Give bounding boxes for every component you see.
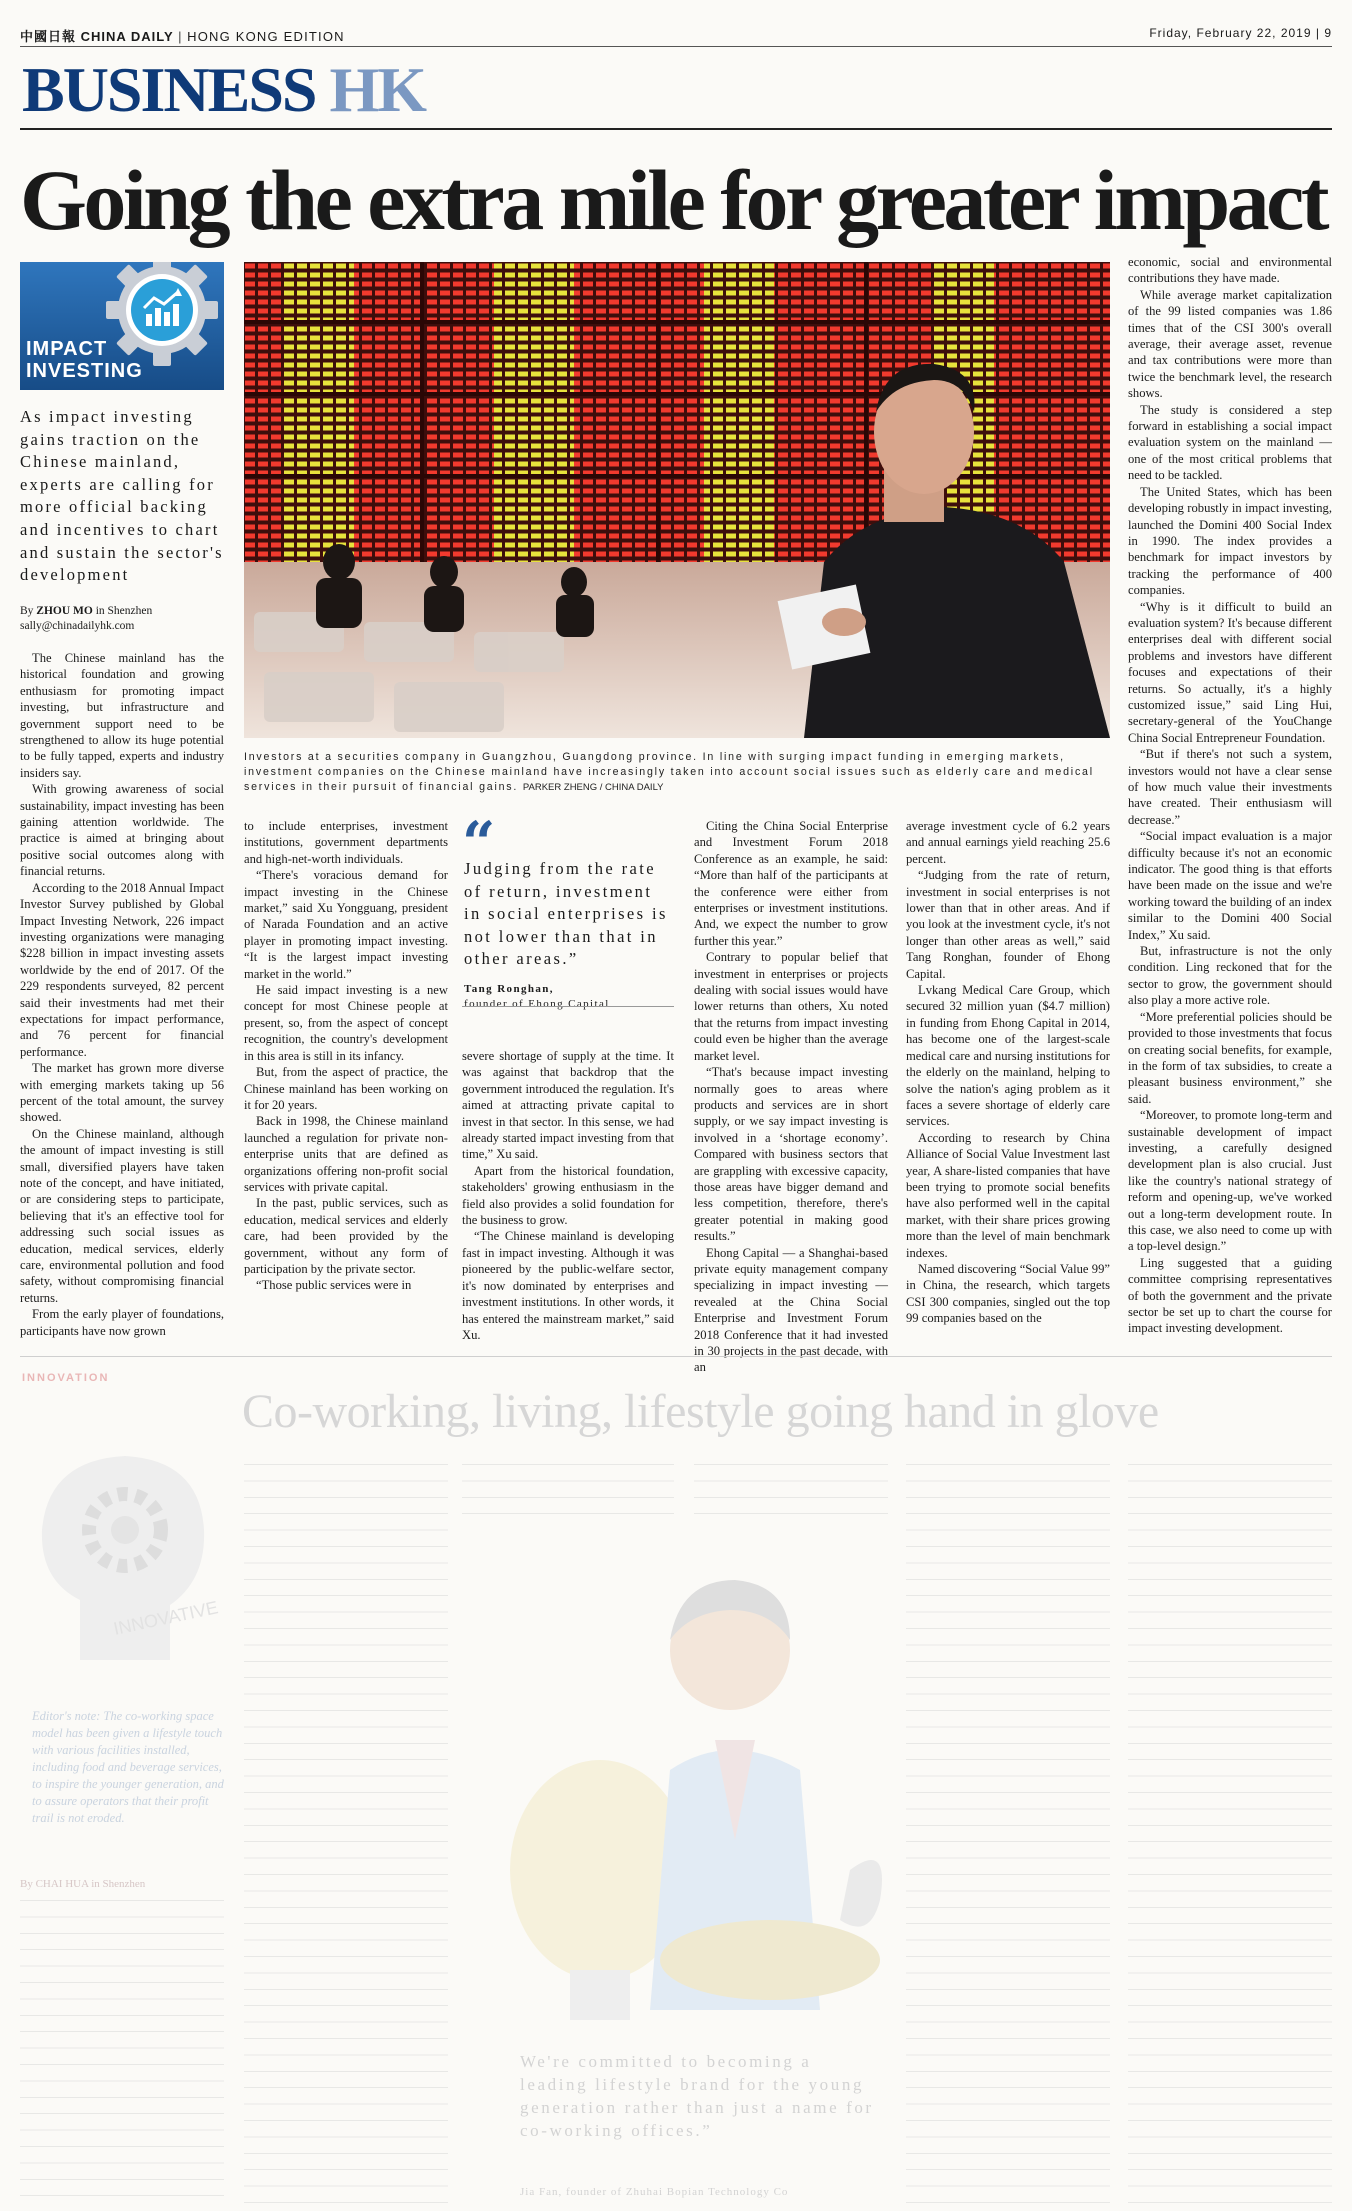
paragraph: economic, social and environmental contributions they have made. (1128, 255, 1332, 286)
article-column-6 (1128, 254, 1332, 1337)
lower-column-3 (462, 1464, 674, 1528)
paragraph: While average market capitalization of the 99 listed companies was 1.86 times that of the CSI 300's overall average, their average asset, revenue and tax contributions were more than twice the benchmark level, the research shows. (1128, 287, 1332, 401)
article-column-1 (20, 650, 224, 1339)
photo-caption (244, 750, 1110, 795)
lower-column-5 (906, 1464, 1110, 2204)
paragraph: The Chinese mainland has the historical foundation and growing enthusiasm for promoting impact investing, but infrastructure and government support need to be strengthened to allow its huge potential to be fully tapped, experts and industry insiders say. (20, 651, 224, 780)
byline-prefix: By (20, 605, 34, 617)
paragraph: The United States, which has been developing robustly in impact investing, launched the Domini 400 Social Index in 1990. The index provides a benchmark for impact investors by tracking the performance of 400 companies. (1128, 484, 1332, 598)
lower-column-1 (20, 1900, 224, 2200)
paper-title: 中國日報 CHINA DAILY (20, 29, 174, 44)
section-rule (20, 128, 1332, 130)
paragraph: to include enterprises, investment institutions, government departments and high-net-worth individuals. (244, 819, 448, 866)
lower-pull-quote-attribution: Jia Fan, founder of Zhuhai Bopian Technology Co (520, 2186, 789, 2198)
paragraph: “Social impact evaluation is a major difficulty because it's not an economic indicator. The good thing is that efforts have been made on the issue and we're working toward the building of an index similar to the Domini 400 Social Index,” Xu said. (1128, 829, 1332, 942)
pull-quote-title: founder of Ehong Capital (464, 998, 610, 1010)
paragraph: The study is considered a step forward in establishing a social impact evaluation system on the mainland — one of the most critical problems that need to be tackled. (1128, 402, 1332, 483)
article-column-3 (462, 1048, 674, 1343)
paragraph: But, from the aspect of practice, the Chinese mainland has been working on it for 20 years. (244, 1065, 448, 1112)
lower-section-label: INNOVATION (22, 1372, 110, 1384)
paragraph: With growing awareness of social sustainability, impact investing has been gaining attention worldwide. The practice is aimed at bringing about positive social outcomes along with financial returns. (20, 782, 224, 879)
photo-credit: PARKER ZHENG / CHINA DAILY (522, 782, 664, 793)
article-column-5 (906, 818, 1110, 1327)
lower-section-rule (20, 1356, 1332, 1357)
lower-editor-note: Editor's note: The co-working space model has been given a lifestyle touch with various facilities installed, including food and beverage services, to inspire the younger generation, and to assure operators that their profit trail is not eroded. (32, 1709, 224, 1825)
paragraph: severe shortage of supply at the time. It was against that backdrop that the government introduced the regulation. It's aimed at attracting private capital to invest in that sector. In this sense, we had already started impact investing from that time,” Xu said. (462, 1049, 674, 1162)
innovative-head-icon (20, 1430, 230, 1670)
section-title-business: BUSINESS (22, 54, 316, 125)
lower-column-4 (694, 1464, 888, 1528)
paragraph: “Those public services were in (256, 1278, 412, 1293)
logo-text-investing: INVESTING (26, 360, 143, 382)
byline-place: in Shenzhen (95, 605, 153, 617)
section-title-hk: HK (329, 54, 426, 125)
article-column-2 (244, 818, 448, 1294)
paragraph: Named discovering “Social Value 99” in China, the research, which targets CSI 300 companies, singled out the top 99 companies based on the (906, 1261, 1110, 1326)
masthead-bar (20, 22, 1332, 47)
paragraph: Ling suggested that a guiding committee comprising representatives of both the government and the private sector be set up to chart the course for impact investing development. (1128, 1255, 1332, 1336)
logo-text-impact: IMPACT (26, 338, 108, 360)
issue-date: Friday, February 22, 2019 (1149, 26, 1312, 40)
pull-quote-text: Judging from the rate of return, investment in social enterprises is not lower than that in other areas.” (464, 859, 668, 969)
paragraph: But, infrastructure is not the only condition. Ling reckoned that for the sector to grow, the government should also play a more active role. (1128, 944, 1332, 1008)
paragraph: Contrary to popular belief that investment in enterprises or projects dealing with social issues would have lower returns than others, Xu noted that the returns from impact investing could even be higher than the average market level. (694, 950, 888, 1063)
pull-quote-name: Tang Ronghan, (464, 983, 554, 995)
section-title (22, 54, 425, 126)
paragraph: “That's because impact investing normally goes to areas where products and services are in short supply, or we say impact investing is involved in a ‘shortage economy’. Compared with business sectors that are grappling with excessive capacity, those areas have bigger demand and less competition, therefore, there's greater potential in making good results.” (694, 1065, 888, 1244)
paragraph: Apart from the historical foundation, stakeholders' growing enthusiasm in the field also provides a solid foundation for the business to grow. (462, 1163, 674, 1228)
paragraph: “There's voracious demand for impact investing in the Chinese market,” said Xu Yongguang, president of Narada Foundation and an active player in promoting impact investing. “It is the largest impact investing market in the world.” (244, 868, 448, 981)
lower-headline: Co-working, living, lifestyle going hand in glove (242, 1385, 1159, 1438)
lower-pull-quote: We're committed to becoming a leading lifestyle brand for the young generation rather than just a name for co-working offices.” (520, 2052, 874, 2140)
paragraph: Back in 1998, the Chinese mainland launched a regulation for private non-enterprise units that are defined as organizations offering non-profit social services with private capital. (244, 1114, 448, 1194)
paragraph: On the Chinese mainland, although the amount of impact investing is still small, diversified players have taken note of the concept, and have initiated, or are considering steps to participate, believing that it's an effective tool for addressing such social issues as education, medical services, elderly care, environmental pollution and food safety, without compromising financial returns. (20, 1126, 224, 1305)
paragraph: Citing the China Social Enterprise and Investment Forum 2018 Conference as an example, he said: “More than half of the participants at the conference were either from enterprises or investment institutions. And, we expect the number to grow further this year.” (694, 819, 888, 948)
paragraph: According to the 2018 Annual Impact Investor Survey published by Global Impact Investing Network, 226 impact investing organizations were managing $228 billion in impact investing assets worldwide by the end of 2017. Of the 229 respondents surveyed, 82 percent said their investments had met their expectations for impact performance, and 76 percent for financial performance. (20, 880, 224, 1059)
svg-text:INNOVATIVE: INNOVATIVE (111, 1597, 220, 1639)
paragraph: “Why is it difficult to build an evaluation system? It's because different enterprises deal with different social problems and investors have different focuses and expectations of their returns. So actually, it's a highly customized issue,” said Ling Hui, secretary-general of the YouChange China Social Entrepreneur Foundation. (1128, 599, 1332, 745)
paragraph: “The Chinese mainland is developing fast in impact investing. Although it was pioneered by the public-welfare sector, it's now dominated by enterprises and investment institutions. In other words, it has entered the mainstream market,” said Xu. (462, 1229, 674, 1342)
byline (20, 604, 224, 634)
paragraph: Lvkang Medical Care Group, which secured 32 million yuan ($4.7 million) in funding from Ehong Capital in 2014, has become one of the largest-scale medical care and nursing institutions for the elderly on the mainland, helping to solve the nation's aging problem as it faces a severe shortage of elderly care services. (906, 983, 1110, 1129)
paper-name (20, 26, 345, 45)
article-photo (244, 262, 1110, 738)
deck: As impact investing gains traction on the Chinese mainland, experts are calling for more official backing and incentives to chart and sustain the sector's development (20, 407, 224, 585)
impact-investing-logo (20, 262, 224, 390)
byline-name: ZHOU MO (36, 605, 93, 617)
paragraph: “More preferential policies should be provided to those investments that focus on creating social benefits, for example, in the form of tax subsidies, to create a pleasant business environment,” she said. (1128, 1009, 1332, 1106)
paragraph: “Moreover, to promote long-term and sustainable development of impact investing, a carefully designed development plan is also crucial. Just like the country's national strategy of reform and opening-up, we've worked out a long-term development route. In this case, we also need to come up with a top-level design.” (1128, 1108, 1332, 1254)
paragraph: Ehong Capital — a Shanghai-based private equity management company specializing in impact investing — revealed at the China Social Enterprise and Investment Forum 2018 Conference that it had invested in 30 projects in the past decade, with an (694, 1245, 888, 1375)
headline: Going the extra mile for greater impact (20, 152, 1326, 248)
paragraph: From the early player of foundations, participants have now grown (20, 1307, 224, 1338)
masthead-separator: | (178, 29, 183, 44)
lower-column-2 (244, 1464, 448, 2204)
paragraph: “Judging from the rate of return, investment in social enterprises is not lower than that in other areas. And if you look at the investment cycle, it's not longer than other areas as well,” said Tang Ronghan, founder of Ehong Capital. (906, 868, 1110, 981)
lower-column-6 (1128, 1464, 1332, 2204)
paragraph: He said impact investing is a new concept for most Chinese people at present, so, from the aspect of concept recognition, the country's development in this area is still in its infancy. (244, 983, 448, 1063)
pull-quote-rule (462, 1006, 674, 1007)
page-number: 9 (1324, 26, 1332, 40)
article-column-4 (694, 818, 888, 1376)
paragraph: average investment cycle of 6.2 years and annual earnings yield reaching 25.6 percent. (906, 819, 1110, 866)
paragraph: According to research by China Alliance of Social Value Investment last year, A share-listed companies that have been trying to promote social benefits have also performed well in the capital market, with their share prices growing more than the level of main benchmark indexes. (906, 1130, 1110, 1260)
lower-byline: By CHAI HUA in Shenzhen (20, 1878, 146, 1890)
paragraph: The market has grown more diverse with emerging markets taking up 56 percent of the total amount, the survey showed. (20, 1061, 224, 1125)
edition-label: HONG KONG EDITION (187, 29, 345, 44)
cartoon-illustration (470, 1540, 900, 2040)
paragraph: “But if there's not such a system, investors would not have a clear sense of how much value their investments have created. Their enthusiasm will decrease.” (1128, 747, 1332, 827)
pull-quote-attribution (464, 982, 674, 1012)
quote-mark-icon: “ (462, 809, 496, 877)
paragraph: In the past, public services, such as education, medical services and elderly care, had been provided by the government, without any form of participation by the private sector. (244, 1196, 448, 1276)
byline-email[interactable]: sally@chinadailyhk.com (20, 620, 135, 632)
caption-text: Investors at a securities company in Guangzhou, Guangdong province. In line with surging impact funding in emerging markets, investment companies on the Chinese mainland have increasingly taken into account social issues such as elderly care and medical services in their pursuit of financial gains. (244, 751, 1094, 793)
stock-board-photo (244, 262, 1110, 738)
dateline: Friday, February 22, 2019 | 9 (1149, 26, 1332, 40)
